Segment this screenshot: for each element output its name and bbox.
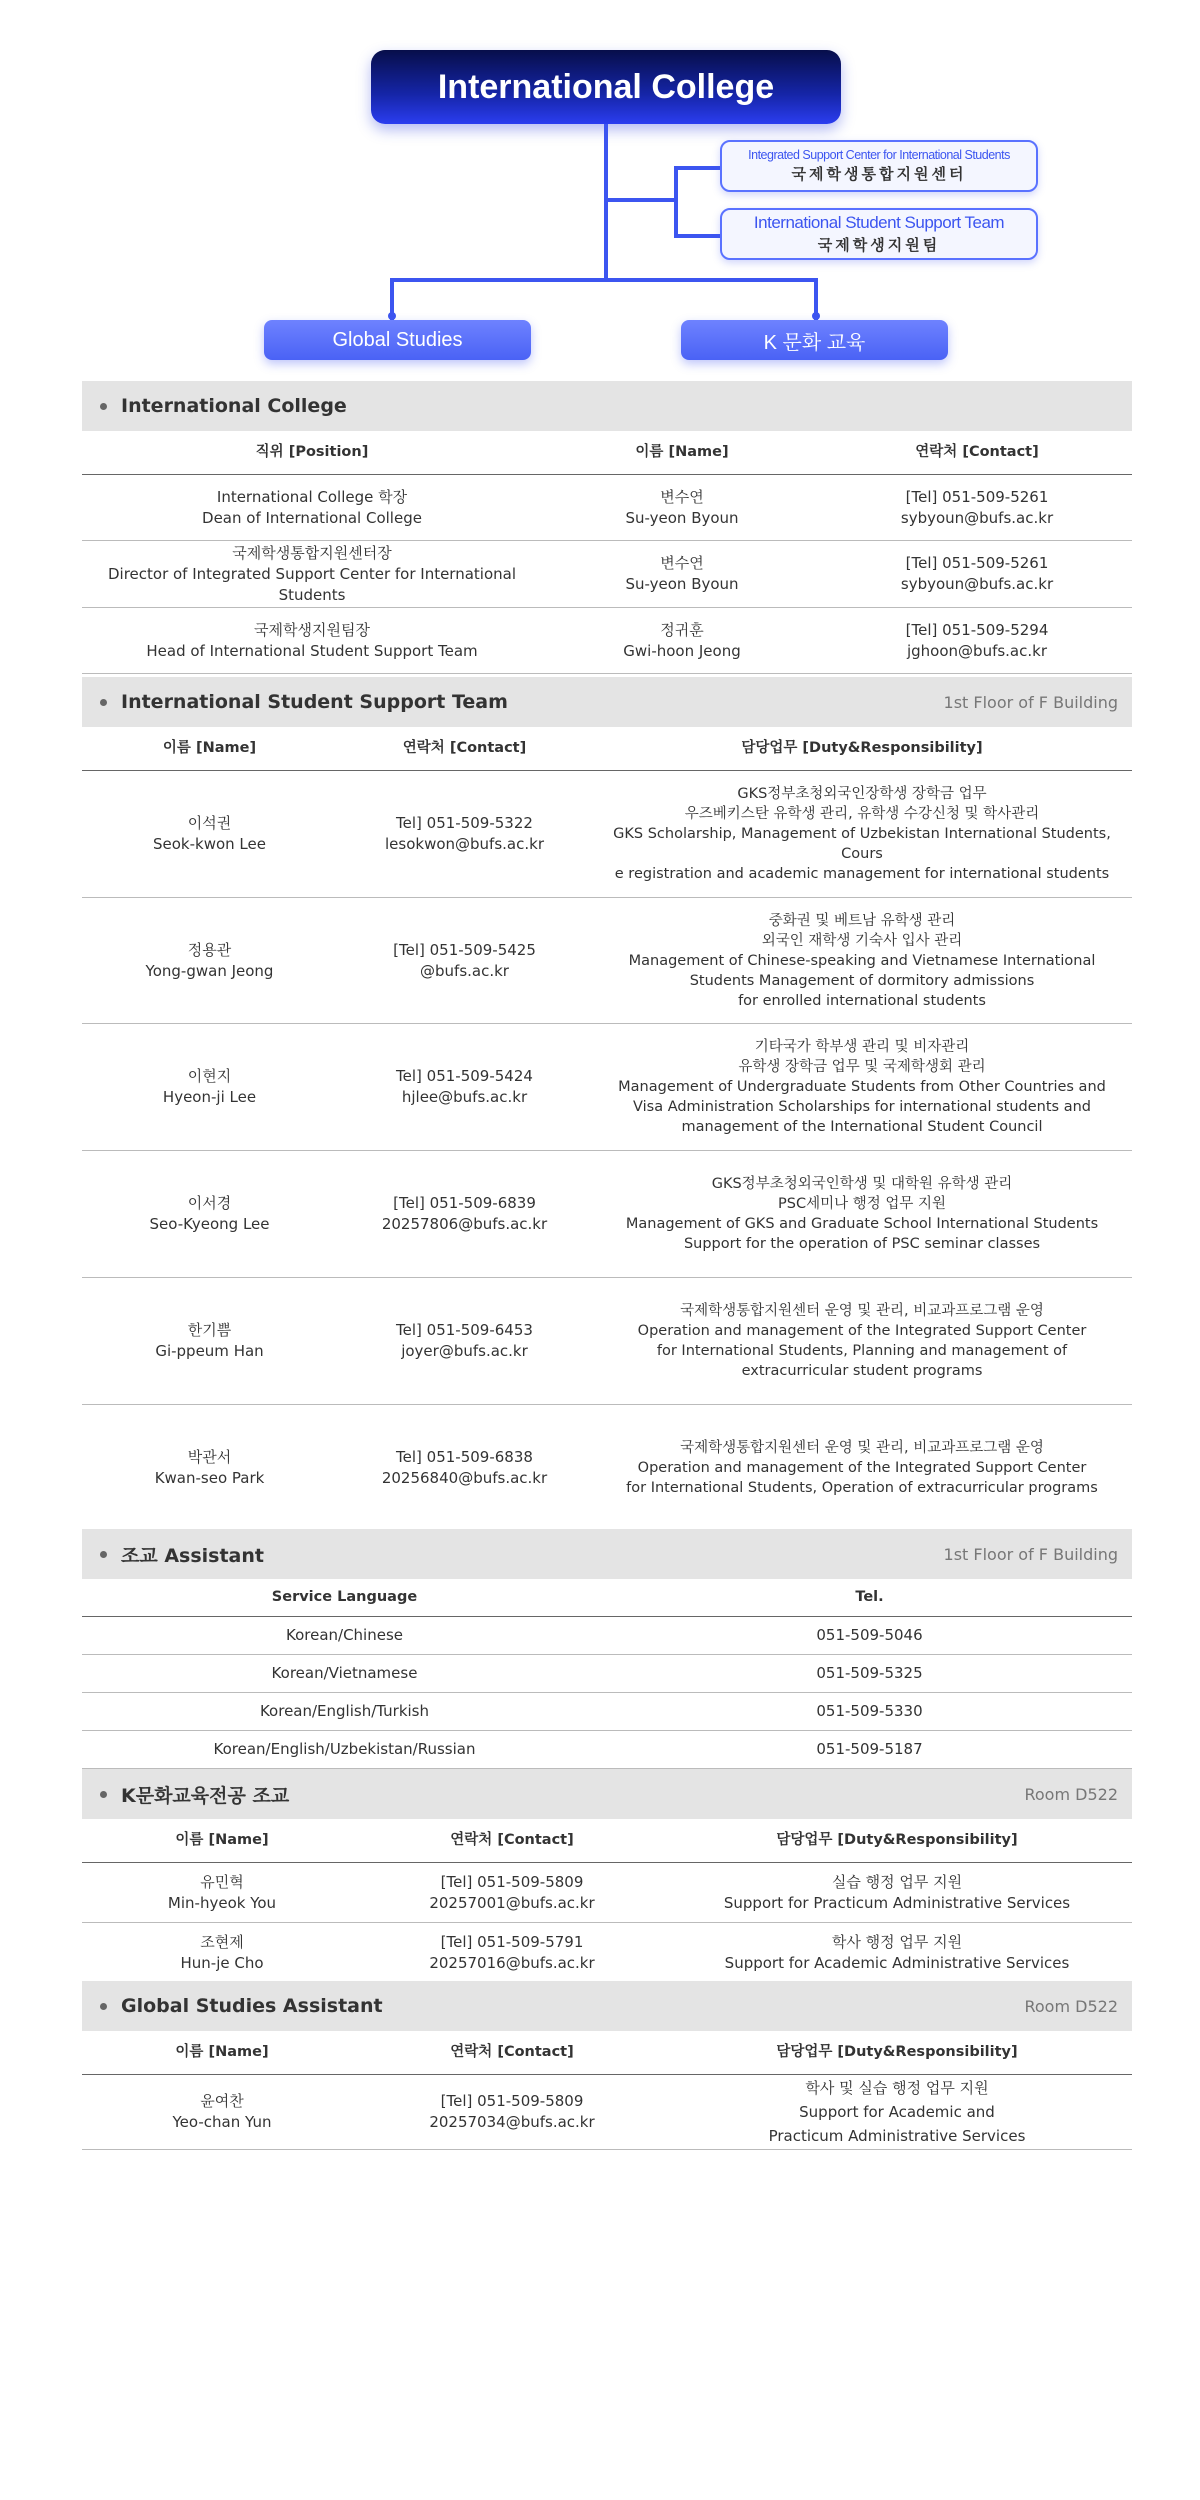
phone: [Tel] 051-509-5809 [440, 2092, 584, 2110]
name-en: Kwan-seo Park [154, 1469, 265, 1487]
table-header-row [82, 1819, 1132, 1863]
org-connector [390, 278, 818, 282]
section-header-college [82, 381, 1132, 431]
table-header-row [82, 431, 1132, 475]
duty-line: 우즈베키스탄 유학생 관리, 유학생 수강신청 및 학사관리 [684, 806, 1040, 822]
org-chart [0, 0, 1200, 370]
assistant-table [82, 1579, 1132, 1769]
duty-line: for International Students, Operation of extracurricular programs [626, 1480, 1098, 1496]
duty-line: 국제학생통합지원센터 운영 및 관리, 비교과프로그램 운영 [680, 1303, 1044, 1319]
table-row [82, 898, 1132, 1024]
bullet-dot [100, 403, 107, 410]
section-header-k-culture [82, 1769, 1132, 1819]
name-ko: 변수연 [660, 487, 704, 506]
name-ko: 박관서 [187, 1448, 232, 1466]
section-header-support-team [82, 677, 1132, 727]
column-header: 연락처 [Contact] [450, 1832, 574, 1848]
column-header: 연락처 [Contact] [402, 740, 527, 756]
name-ko: 한기쁨 [187, 1321, 232, 1339]
column-header: 이름 [Name] [162, 740, 257, 756]
section-title: Global Studies Assistant [121, 1995, 383, 2017]
email[interactable]: sybyoun@bufs.ac.kr [900, 508, 1054, 527]
name-en: Seok-kwon Lee [153, 835, 266, 853]
name-en: Su-yeon Byoun [625, 575, 739, 593]
section-title: International Student Support Team [121, 691, 508, 713]
name-en: Yong-gwan Jeong [145, 961, 274, 980]
duty-line: 기타국가 학부생 관리 및 비자관리 [754, 1039, 970, 1055]
duty-line: 국제학생통합지원센터 운영 및 관리, 비교과프로그램 운영 [680, 1440, 1044, 1456]
global-studies-table [82, 2031, 1132, 2150]
duty-line: PSC세미나 행정 업무 지원 [778, 1196, 946, 1212]
duty-line: management of the International Student Council [681, 1119, 1043, 1135]
duty-line: Management of Undergraduate Students from Other Countries and [618, 1079, 1106, 1095]
column-header: 이름 [Name] [635, 444, 729, 460]
duty-line: Support for the operation of PSC seminar classes [683, 1236, 1041, 1252]
section-location: 1st Floor of F Building [943, 692, 1118, 712]
duty-line: for enrolled international students [738, 992, 986, 1009]
table-row [82, 1024, 1132, 1151]
table-row [82, 1617, 1132, 1655]
name-ko: 유민혁 [200, 1872, 244, 1891]
phone: Tel] 051-509-5322 [396, 814, 533, 832]
phone: [Tel] 051-509-5809 [440, 1872, 584, 1891]
duty-line: e registration and academic management for international students [614, 866, 1110, 882]
org-connector [674, 234, 720, 238]
duty-line: Support for Practicum Administrative Services [723, 1893, 1071, 1912]
column-header: 담당업무 [Duty&Responsibility] [741, 740, 983, 756]
table-row [82, 1923, 1132, 1983]
section-title: K문화교육전공 조교 [121, 1784, 290, 1807]
position-ko: 국제학생지원팀장 [254, 620, 370, 639]
phone: Tel] 051-509-5424 [396, 1067, 533, 1085]
table-row [82, 1693, 1132, 1731]
org-unit-integrated-support-center [720, 140, 1038, 192]
name-ko: 이현지 [187, 1067, 232, 1085]
name-ko: 이서경 [187, 1194, 232, 1212]
duty-line: 학사 행정 업무 지원 [831, 1932, 963, 1951]
phone: [Tel] 051-509-5791 [440, 1932, 584, 1951]
name-ko: 정용관 [187, 940, 232, 959]
name-en: Hyeon-ji Lee [162, 1088, 257, 1106]
college-table [82, 431, 1132, 674]
k-culture-table [82, 1819, 1132, 1983]
org-connector [604, 198, 674, 202]
phone: Tel] 051-509-6838 [396, 1448, 533, 1466]
email[interactable]: 20257034@bufs.ac.kr [429, 2113, 595, 2131]
duty-line: Operation and management of the Integrated Support Center [637, 1323, 1087, 1339]
column-header: Tel. [855, 1589, 884, 1605]
table-row [82, 1731, 1132, 1769]
org-unit-ko: 국제학생지원팀 [817, 237, 941, 254]
duty-line: Visa Administration Scholarships for international students and [633, 1099, 1091, 1115]
org-root-box: International College [371, 50, 841, 124]
org-connector-dot [388, 312, 396, 320]
section-location: Room D522 [1024, 1996, 1118, 2016]
table-row [82, 1405, 1132, 1532]
section-location: 1st Floor of F Building [943, 1544, 1118, 1564]
section-header-global-studies [82, 1981, 1132, 2031]
duty-line: Management of Chinese-speaking and Vietnamese International [628, 952, 1096, 969]
duty-line: Management of GKS and Graduate School International Students [625, 1216, 1099, 1232]
table-header-row [82, 727, 1132, 771]
position-en: Head of International Student Support Team [146, 641, 478, 660]
duty-line: GKS정부초청외국인장학생 장학금 업무 [737, 786, 987, 802]
column-header: 담당업무 [Duty&Responsibility] [776, 1832, 1018, 1848]
duty-line: extracurricular student programs [741, 1363, 983, 1379]
name-en: Seo-Kyeong Lee [149, 1215, 270, 1233]
column-header: 직위 [Position] [255, 444, 369, 460]
phone: [Tel] 051-509-5425 [393, 940, 536, 959]
bullet-dot [100, 1791, 107, 1798]
support-team-table [82, 727, 1132, 1532]
org-unit-support-team [720, 208, 1038, 260]
column-header: 담당업무 [Duty&Responsibility] [776, 2044, 1018, 2060]
table-row [82, 541, 1132, 608]
table-row [82, 608, 1132, 674]
name-en: Gwi-hoon Jeong [623, 641, 741, 660]
bullet-dot [100, 699, 107, 706]
duty-line: Students Management of dormitory admissions [689, 972, 1035, 989]
org-connector [604, 124, 608, 282]
duty-line: Practicum Administrative Services [768, 2127, 1026, 2145]
column-header: 연락처 [Contact] [450, 2044, 574, 2060]
name-en: Hun-je Cho [180, 1953, 264, 1972]
phone: [Tel] 051-509-5294 [905, 620, 1049, 639]
column-header: 이름 [Name] [175, 1832, 269, 1848]
table-row [82, 1278, 1132, 1405]
duty-line: 유학생 장학금 업무 및 국제학생회 관리 [738, 1059, 986, 1075]
email[interactable]: joyer@bufs.ac.kr [401, 1342, 528, 1360]
table-row [82, 2075, 1132, 2150]
name-ko: 정귀훈 [660, 620, 704, 639]
phone: [Tel] 051-509-6839 [393, 1194, 536, 1212]
duty-line: 중화권 및 베트남 유학생 관리 [768, 912, 956, 929]
table-header-row [82, 1579, 1132, 1617]
section-location: Room D522 [1024, 1784, 1118, 1804]
phone: 051-509-5046 [816, 1626, 923, 1644]
position-en: Director of Integrated Support Center for International Students [107, 564, 517, 604]
section-header-assistant [82, 1529, 1132, 1579]
column-header: Service Language [271, 1589, 418, 1605]
table-row [82, 1863, 1132, 1923]
duty-line: GKS Scholarship, Management of Uzbekistan International Students, Cours [613, 826, 1111, 862]
duty-line: Support for Academic Administrative Services [724, 1953, 1070, 1972]
org-unit-en: International Student Support Team [753, 213, 1005, 232]
org-child-global-studies: Global Studies [264, 320, 531, 360]
email[interactable]: 20257016@bufs.ac.kr [429, 1953, 595, 1972]
email[interactable]: 20257001@bufs.ac.kr [429, 1893, 595, 1912]
position-en: Dean of International College [202, 508, 422, 527]
table-row [82, 771, 1132, 898]
name-en: Yeo-chan Yun [172, 2113, 272, 2131]
name-en: Min-hyeok You [167, 1893, 277, 1912]
table-row [82, 1655, 1132, 1693]
position-ko: International College 학장 [216, 487, 408, 506]
name-ko: 변수연 [660, 554, 704, 572]
name-ko: 이석권 [187, 814, 232, 832]
phone: [Tel] 051-509-5261 [905, 554, 1049, 572]
email[interactable]: 20256840@bufs.ac.kr [381, 1469, 548, 1487]
column-header: 연락처 [Contact] [915, 444, 1039, 460]
org-connector [674, 166, 678, 238]
phone: 051-509-5330 [816, 1702, 923, 1720]
phone: 051-509-5187 [816, 1740, 923, 1758]
service-language: Korean/English/Uzbekistan/Russian [213, 1740, 476, 1758]
duty-line: Operation and management of the Integrated Support Center [637, 1460, 1087, 1476]
name-en: Su-yeon Byoun [625, 508, 739, 527]
name-ko: 조현제 [200, 1932, 244, 1951]
section-title: International College [121, 395, 347, 417]
org-connector [674, 166, 720, 170]
duty-line: for International Students, Planning and management of [656, 1343, 1068, 1359]
service-language: Korean/Chinese [285, 1626, 403, 1644]
org-unit-ko: 국제학생통합지원센터 [791, 166, 967, 183]
duty-line: GKS정부초청외국인학생 및 대학원 유학생 관리 [711, 1176, 1013, 1192]
email[interactable]: 20257806@bufs.ac.kr [381, 1215, 548, 1233]
service-language: Korean/Vietnamese [271, 1664, 418, 1682]
phone: [Tel] 051-509-5261 [905, 487, 1049, 506]
phone: Tel] 051-509-6453 [396, 1321, 533, 1339]
org-connector-dot [812, 312, 820, 320]
duty-line: 실습 행정 업무 지원 [831, 1872, 963, 1891]
bullet-dot [100, 1551, 107, 1558]
email[interactable]: lesokwon@bufs.ac.kr [385, 835, 544, 853]
table-row [82, 475, 1132, 541]
column-header: 이름 [Name] [175, 2044, 269, 2060]
name-ko: 윤여찬 [200, 2092, 244, 2110]
table-header-row [82, 2031, 1132, 2075]
table-row [82, 1151, 1132, 1278]
email[interactable]: @bufs.ac.kr [420, 961, 509, 980]
org-unit-en: Integrated Support Center for International Students [748, 148, 1010, 162]
bullet-dot [100, 2003, 107, 2010]
org-child-k-culture: K 문화 교육 [681, 320, 948, 360]
service-language: Korean/English/Turkish [259, 1702, 430, 1720]
email[interactable]: jghoon@bufs.ac.kr [906, 641, 1047, 660]
duty-line: 학사 및 실습 행정 업무 지원 [805, 2079, 989, 2097]
email[interactable]: sybyoun@bufs.ac.kr [900, 575, 1054, 593]
section-title: 조교 Assistant [121, 1544, 264, 1567]
position-ko: 국제학생통합지원센터장 [232, 543, 392, 562]
duty-line: 외국인 재학생 기숙사 입사 관리 [761, 932, 963, 949]
phone: 051-509-5325 [816, 1664, 923, 1682]
name-en: Gi-ppeum Han [155, 1342, 264, 1360]
duty-line: Support for Academic and [799, 2103, 995, 2121]
email[interactable]: hjlee@bufs.ac.kr [401, 1088, 528, 1106]
